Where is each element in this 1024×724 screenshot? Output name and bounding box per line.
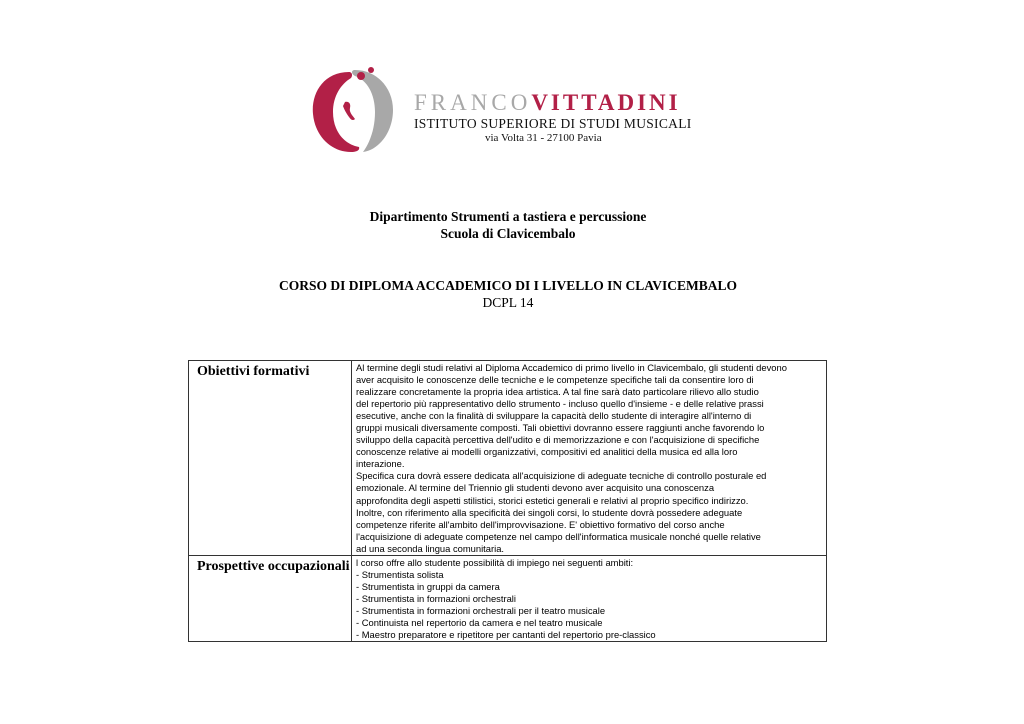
text-line: Al termine degli studi relativi al Diploma Accademico di primo livello in Clavicembalo, gli studenti devono [356, 362, 787, 373]
text-line: del repertorio più rappresentativo dello strumento - incluso quello d'insieme - e delle relative prassi [356, 398, 764, 410]
row-label [189, 361, 351, 381]
table-row [189, 361, 827, 556]
brand-name [414, 90, 681, 116]
text-line: l corso offre allo studente possibilità di impiego nei seguenti ambiti: [356, 556, 634, 568]
career-prospects-text [352, 556, 826, 641]
text-line: conoscenze relative ai modelli organizzativi, compositivi ed analitici della musica ed alla loro [356, 446, 738, 458]
text-line: ad una seconda lingua comunitaria. [356, 542, 505, 554]
brand-last-name: VITTADINI [531, 90, 681, 115]
row-text-cell [352, 361, 827, 556]
objectives-text [352, 361, 826, 555]
institute-address: via Volta 31 - 27100 Pavia [485, 132, 602, 144]
text-line: competenze riferite all'ambito dell'improvvisazione. E' obiettivo formativo del corso anche [356, 518, 725, 530]
brand-first-name: FRANCO [414, 90, 532, 115]
school-logo-icon [305, 66, 405, 158]
row-text-cell [352, 555, 827, 641]
row-label [189, 556, 351, 576]
text-line: approfondita degli aspetti stilistici, storici estetici generali e relativi al proprio specifico indirizzo. [356, 494, 749, 506]
text-line: Specifica cura dovrà essere dedicata all'acquisizione di adeguate tecniche di controllo posturale ed [356, 470, 767, 482]
text-line: - Strumentista in gruppi da camera [356, 580, 500, 592]
course-code: DCPL 14 [482, 295, 534, 310]
text-line: aver acquisito le conoscenze delle tecniche e le competenze specifiche tali da consentire loro di [356, 374, 754, 386]
row-label-line: Prospettive [197, 558, 265, 574]
text-line: - Strumentista solista [356, 568, 444, 580]
text-line: gruppi musicali diversamente composti. Tali obiettivi dovranno essere raggiunti anche favorendo lo [356, 422, 765, 434]
school-name: Scuola di Clavicembalo [440, 226, 576, 241]
text-line: sviluppo della capacità percettiva dell'udito e di memorizzazione e con l'acquisizione di specifiche [356, 434, 760, 446]
text-line: Inoltre, con riferimento alla specificità dei singoli corsi, lo studente dovrà possedere adeguate [356, 506, 743, 518]
text-line: realizzare concretamente la propria idea artistica. A tal fine sarà dato particolare rilievo allo studio [356, 386, 759, 398]
department-name: Dipartimento Strumenti a tastiera e percussione [369, 209, 647, 224]
row-label-line: Obiettivi formativi [197, 364, 310, 379]
row-label-cell [189, 555, 352, 641]
text-line: - Maestro preparatore e ripetitore per cantanti del repertorio pre-classico [356, 629, 656, 641]
row-label-line: occupazionali [267, 558, 350, 574]
course-title: CORSO DI DIPLOMA ACCADEMICO DI I LIVELLO IN CLAVICEMBALO [278, 278, 738, 293]
department-heading [0, 208, 1016, 242]
course-heading [0, 277, 1016, 311]
course-info-table [188, 360, 827, 642]
institute-subtitle: ISTITUTO SUPERIORE DI STUDI MUSICALI [414, 116, 692, 131]
text-line: - Strumentista in formazioni orchestrali [356, 592, 516, 604]
text-line: interazione. [356, 458, 405, 470]
text-line: - Strumentista in formazioni orchestrali per il teatro musicale [356, 604, 606, 616]
text-line: - Continuista nel repertorio da camera e nel teatro musicale [356, 616, 603, 628]
text-line: emozionale. Al termine del Triennio gli studenti devono aver acquisito una conoscenza [356, 482, 715, 494]
text-line: l'acquisizione di adeguate competenze nel campo dell'informatica musicale nonché quelle relative [356, 530, 761, 542]
table-row [189, 555, 827, 641]
row-label-cell [189, 361, 352, 556]
text-line: esecutive, anche con la finalità di sviluppare la capacità dello studente di interagire all'interno di [356, 410, 752, 422]
